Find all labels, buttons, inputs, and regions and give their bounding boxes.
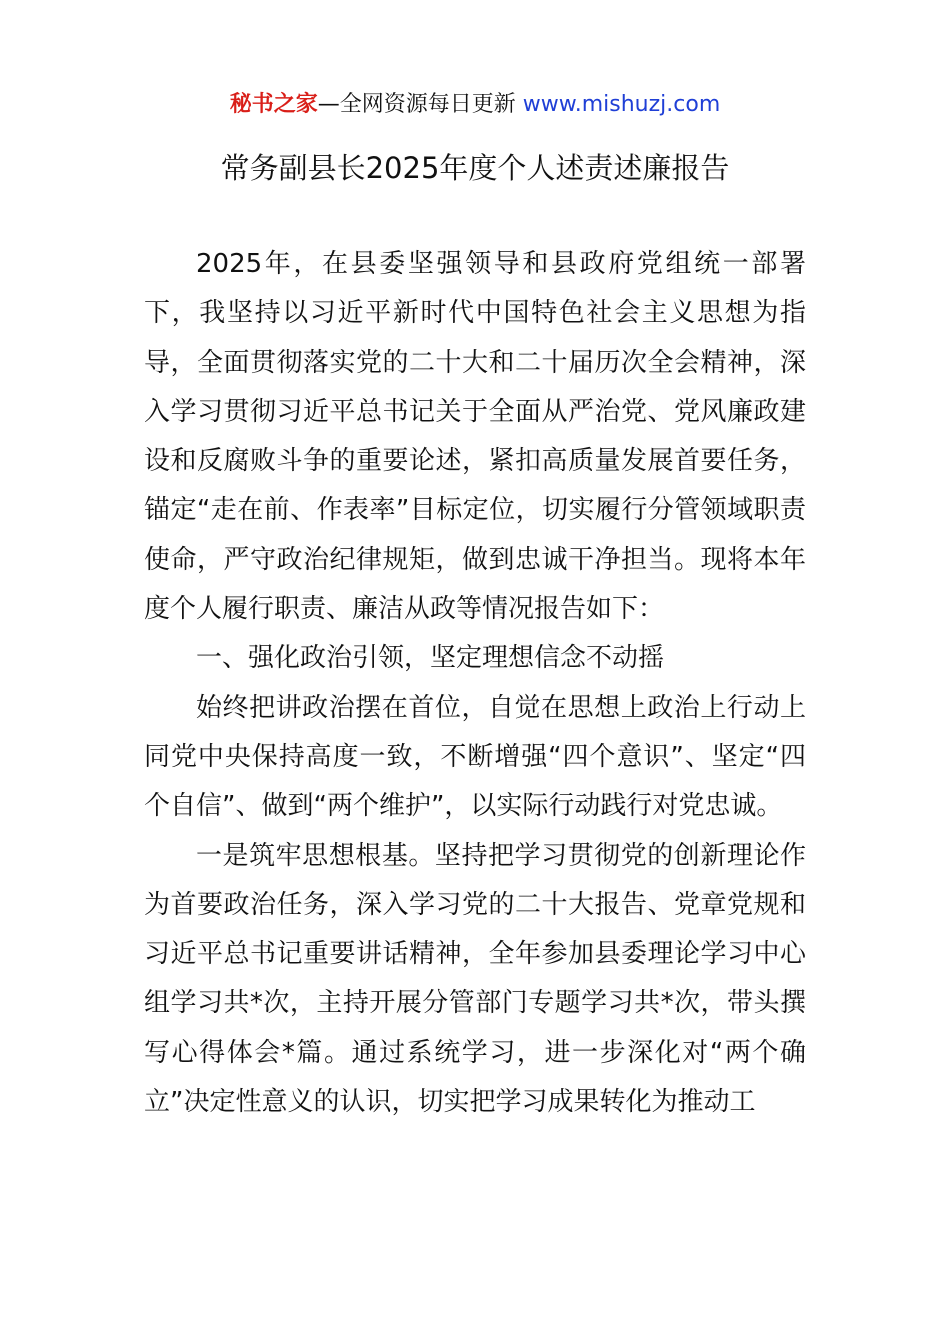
paragraph-section-1: 始终把讲政治摆在首位，自觉在思想上政治上行动上同党中央保持高度一致，不断增强“四个意识”、坚定“四个自信”、做到“两个维护”，以实际行动践行对党忠诚。 [144,692,806,822]
banner-slogan: —全网资源每日更新 [317,92,523,117]
paragraph-point-1: 一是筑牢思想根基。坚持把学习贯彻党的创新理论作为首要政治任务，深入学习党的二十大报告、党章党规和习近平总书记重要讲话精神，全年参加县委理论学习中心组学习共*次，主持开展分管部门专题学习共*次，带头撰写心得体会*篇。通过系统学习，进一步深化对“两个确立”决定性意义的认识，切实把学习成果转化为推动工 [144,840,806,1118]
section-heading-1: 一、强化政治引领，坚定理想信念不动摇 [196,643,665,674]
brand-name: 秘书之家 [229,92,318,117]
site-banner [0,88,950,122]
website-link[interactable]: www.mishuzj.com [522,92,721,117]
document-body [144,240,806,1127]
document-title: 常务副县长2025年度个人述责述廉报告 [220,151,730,185]
paragraph-intro: 2025年，在县委坚强领导和县政府党组统一部署下，我坚持以习近平新时代中国特色社会主义思想为指导，全面贯彻落实党的二十大和二十届历次全会精神，深入学习贯彻习近平总书记关于全面从严治党、党风廉政建设和反腐败斗争的重要论述，紧扣高质量发展首要任务，锚定“走在前、作表率”目标定位，切实履行分管领域职责使命，严守政治纪律规矩，做到忠诚干净担当。现将本年度个人履行职责、廉洁从政等情况报告如下： [144,249,806,625]
